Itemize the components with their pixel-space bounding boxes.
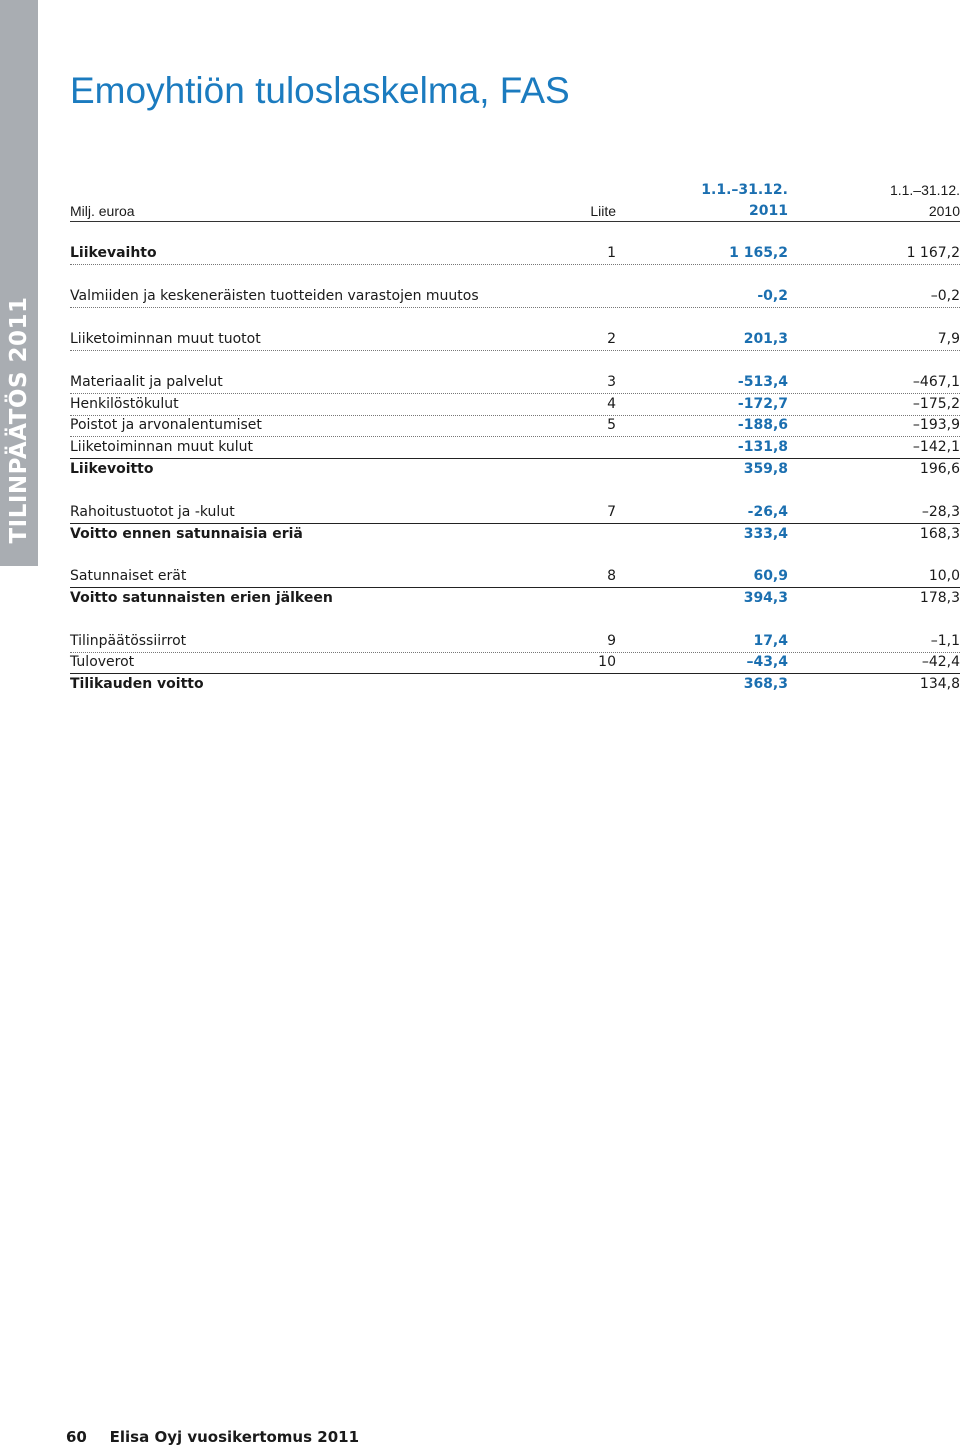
row-value-2010: –0,2 — [930, 288, 960, 304]
header-rule — [70, 221, 960, 222]
publication-name: Elisa Oyj vuosikertomus 2011 — [109, 1428, 360, 1446]
side-tab-label: TILINPÄÄTÖS 2011 — [6, 296, 32, 544]
unit-header: Milj. euroa — [70, 203, 135, 219]
row-value-2010: 196,6 — [919, 461, 960, 477]
table-row-tilikauden-voitto — [70, 674, 960, 695]
page-footer — [66, 1428, 359, 1446]
note-column-header: Liite — [590, 203, 616, 219]
row-value-2011: -172,7 — [737, 396, 788, 412]
row-value-2010: –467,1 — [912, 374, 960, 390]
row-value-2010: 7,9 — [937, 331, 960, 347]
row-note: 5 — [607, 417, 616, 433]
row-label: Liikevoitto — [70, 461, 154, 477]
table-row-henkilostokulut — [70, 394, 960, 416]
row-label: Tuloverot — [70, 654, 135, 670]
table-row-muut-kulut — [70, 437, 960, 459]
page-title: Emoyhtiön tuloslaskelma, FAS — [70, 70, 570, 111]
row-value-2011: 1 165,2 — [729, 245, 788, 261]
row-value-2011: -188,6 — [737, 417, 788, 433]
row-value-2010: 134,8 — [919, 676, 960, 692]
table-row-muut-tuotot — [70, 329, 960, 351]
table-row-satunnaiset — [70, 566, 960, 588]
row-note: 7 — [607, 504, 616, 520]
row-value-2010: –175,2 — [912, 396, 960, 412]
row-value-2011: 359,8 — [743, 461, 788, 477]
row-value-2010: 168,3 — [919, 526, 960, 542]
row-value-2011: -26,4 — [747, 504, 788, 520]
row-note: 8 — [607, 568, 616, 584]
row-label: Valmiiden ja keskeneräisten tuotteiden varastojen muutos — [70, 288, 479, 304]
row-value-2011: 394,3 — [743, 590, 788, 606]
row-label: Voitto ennen satunnaisia eriä — [70, 526, 303, 542]
row-note: 10 — [598, 654, 616, 670]
row-label: Materiaalit ja palvelut — [70, 374, 223, 390]
row-value-2010: –42,4 — [921, 654, 960, 670]
row-value-2010: 178,3 — [919, 590, 960, 606]
row-note: 1 — [607, 245, 616, 261]
row-value-2010: –142,1 — [912, 439, 960, 455]
year-previous-header: 2010 — [928, 203, 960, 219]
page-number: 60 — [66, 1428, 87, 1446]
row-label: Liiketoiminnan muut tuotot — [70, 331, 261, 347]
row-value-2011: 60,9 — [753, 568, 788, 584]
table-row-voitto-ennen-satunnaisia — [70, 524, 960, 545]
row-value-2010: 10,0 — [928, 568, 960, 584]
row-value-2011: –43,4 — [746, 654, 788, 670]
row-label: Voitto satunnaisten erien jälkeen — [70, 590, 333, 606]
side-section-tab — [0, 0, 38, 566]
row-value-2011: 368,3 — [743, 676, 788, 692]
period-previous-header: 1.1.–31.12. — [889, 182, 960, 198]
row-label: Tilinpäätössiirrot — [70, 633, 187, 649]
row-value-2011: -513,4 — [737, 374, 788, 390]
row-value-2010: –28,3 — [921, 504, 960, 520]
row-value-2010: –193,9 — [912, 417, 960, 433]
row-label: Satunnaiset erät — [70, 568, 187, 584]
row-value-2011: 17,4 — [753, 633, 788, 649]
row-value-2011: -131,8 — [737, 439, 788, 455]
row-value-2011: 333,4 — [743, 526, 788, 542]
period-current-header: 1.1.–31.12. — [701, 182, 788, 198]
table-row-liikevaihto — [70, 243, 960, 265]
row-value-2010: –1,1 — [930, 633, 960, 649]
row-value-2010: 1 167,2 — [906, 245, 960, 261]
table-row-tuloverot — [70, 652, 960, 674]
row-label: Liikevaihto — [70, 245, 157, 261]
table-row-tilinpaatossiirrot — [70, 631, 960, 653]
table-row-liikevoitto — [70, 459, 960, 480]
row-label: Henkilöstökulut — [70, 396, 179, 412]
year-current-header: 2011 — [749, 203, 788, 219]
row-label: Poistot ja arvonalentumiset — [70, 417, 262, 433]
table-row-varastojen-muutos — [70, 286, 960, 308]
table-row-voitto-satunnaisten-jalkeen — [70, 588, 960, 609]
row-label: Liiketoiminnan muut kulut — [70, 439, 254, 455]
row-note: 4 — [607, 396, 616, 412]
row-label: Rahoitustuotot ja -kulut — [70, 504, 235, 520]
row-value-2011: 201,3 — [743, 331, 788, 347]
table-row-rahoitus — [70, 502, 960, 524]
row-note: 3 — [607, 374, 616, 390]
row-note: 9 — [607, 633, 616, 649]
row-note: 2 — [607, 331, 616, 347]
row-value-2011: -0,2 — [757, 288, 788, 304]
table-row-poistot — [70, 415, 960, 437]
row-label: Tilikauden voitto — [70, 676, 204, 692]
table-row-materiaalit — [70, 372, 960, 394]
